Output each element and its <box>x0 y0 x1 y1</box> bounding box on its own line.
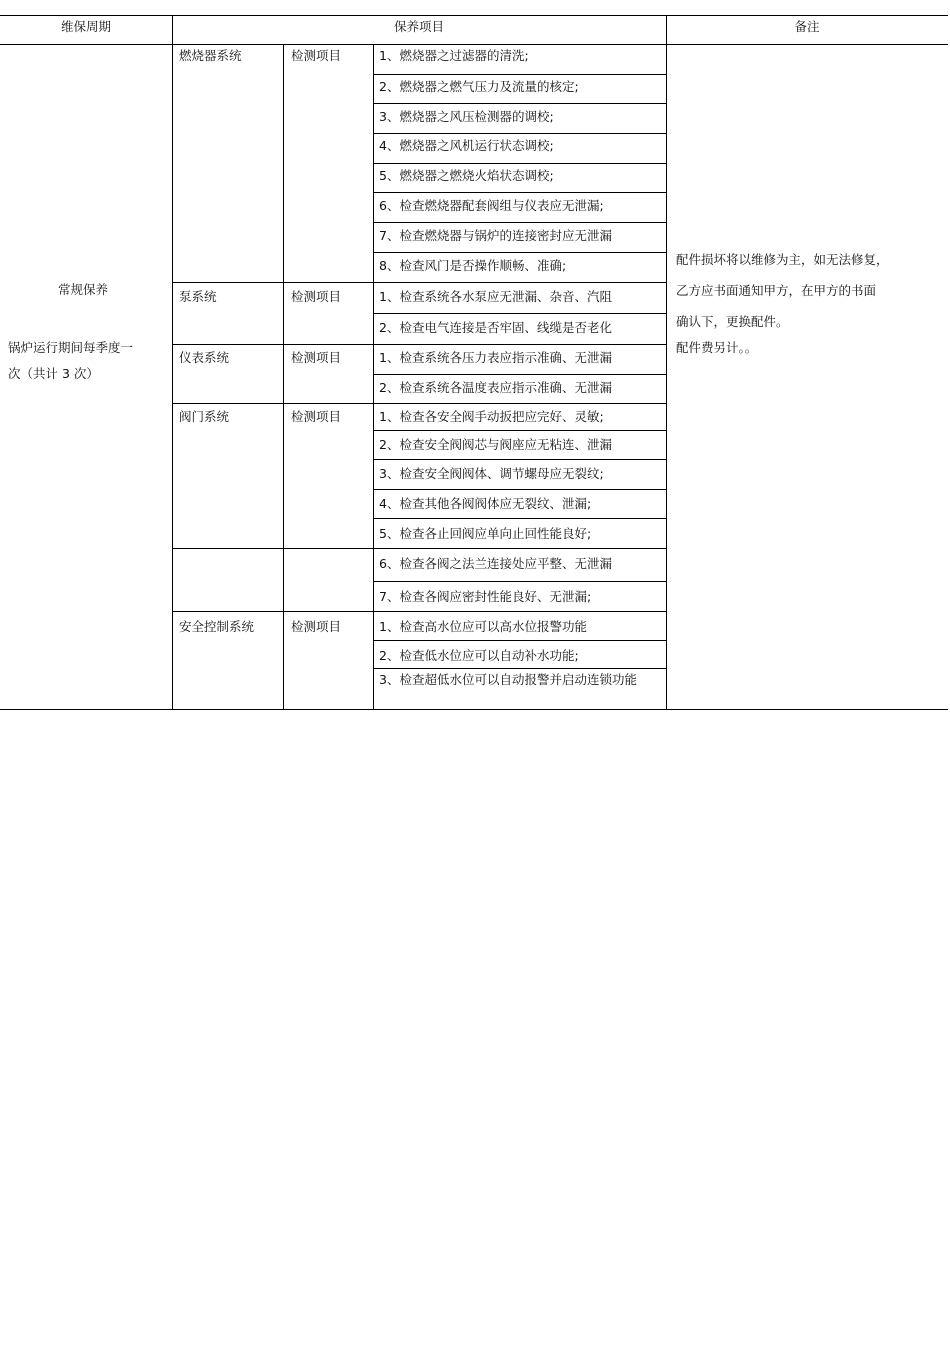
item-text: 5、检查各止回阀应单向止回性能良好; <box>379 526 592 541</box>
system-name-pump: 泵系统 <box>179 289 217 304</box>
remarks-line3: 确认下，更换配件。 <box>676 314 789 329</box>
item-text: 2、检查电气连接是否牢固、线缆是否老化 <box>379 320 612 335</box>
item-text: 2、检查系统各温度表应指示准确、无泄漏 <box>379 380 612 395</box>
period-frequency-line1: 锅炉运行期间每季度一 <box>8 340 134 355</box>
row-line <box>373 668 667 669</box>
row-line <box>373 222 667 223</box>
item-text: 2、检查安全阀阀芯与阀座应无粘连、泄漏 <box>379 437 612 452</box>
group-line <box>172 344 667 345</box>
item-text: 7、检查燃烧器与锅炉的连接密封应无泄漏 <box>379 228 612 243</box>
check-label-safety: 检测项目 <box>291 619 342 634</box>
item-text: 6、检查各阀之法兰连接处应平整、无泄漏 <box>379 556 612 571</box>
row-line <box>373 518 667 519</box>
check-label-burner: 检测项目 <box>291 48 342 63</box>
row-line <box>373 430 667 431</box>
system-name-safety: 安全控制系统 <box>179 619 255 634</box>
row-line <box>373 133 667 134</box>
item-text: 1、燃烧器之过滤器的清洗; <box>379 48 529 63</box>
check-label-instrument: 检测项目 <box>291 350 342 365</box>
check-label-valve: 检测项目 <box>291 409 342 424</box>
item-text: 3、检查超低水位可以自动报警并启动连锁功能 <box>379 672 637 687</box>
row-line <box>373 163 667 164</box>
item-text: 1、检查各安全阀手动扳把应完好、灵敏; <box>379 409 604 424</box>
row-line <box>373 313 667 314</box>
remarks-line2: 乙方应书面通知甲方，在甲方的书面 <box>676 283 877 298</box>
group-line <box>172 548 667 549</box>
item-text: 1、检查系统各压力表应指示准确、无泄漏 <box>379 350 612 365</box>
header-remarks: 备注 <box>794 19 820 34</box>
item-text: 4、检查其他各阀阀体应无裂纹、泄漏; <box>379 496 592 511</box>
col-divider-remarks <box>666 15 667 710</box>
system-name-valve: 阀门系统 <box>179 409 230 424</box>
table-bottom-border <box>0 709 948 710</box>
system-name-burner: 燃烧器系统 <box>179 48 242 63</box>
remarks-line4: 配件费另计。。 <box>676 340 758 355</box>
header-bottom-border <box>0 44 948 45</box>
item-text: 2、检查低水位应可以自动补水功能; <box>379 648 579 663</box>
remarks-line1: 配件损坏将以维修为主，如无法修复， <box>676 252 889 267</box>
item-text: 1、检查系统各水泵应无泄漏、杂音、汽阻 <box>379 289 612 304</box>
header-items: 保养项目 <box>393 19 444 34</box>
row-line <box>373 374 667 375</box>
period-frequency-line2: 次（共计 3 次） <box>8 366 99 381</box>
system-name-instrument: 仪表系统 <box>179 350 230 365</box>
item-text: 6、检查燃烧器配套阀组与仪表应无泄漏; <box>379 198 604 213</box>
item-text: 3、燃烧器之风压检测器的调校; <box>379 109 554 124</box>
row-line <box>373 74 667 75</box>
check-label-pump: 检测项目 <box>291 289 342 304</box>
table-top-border <box>0 15 948 16</box>
period-type: 常规保养 <box>57 282 108 297</box>
row-line <box>373 192 667 193</box>
group-line <box>172 282 667 283</box>
header-period: 维保周期 <box>60 19 111 34</box>
item-text: 2、燃烧器之燃气压力及流量的核定; <box>379 79 579 94</box>
row-line <box>373 103 667 104</box>
row-line <box>373 459 667 460</box>
row-line <box>373 489 667 490</box>
item-text: 4、燃烧器之风机运行状态调校; <box>379 138 554 153</box>
item-text: 8、检查风门是否操作顺畅、准确; <box>379 258 567 273</box>
row-line <box>373 252 667 253</box>
item-text: 7、检查各阀应密封性能良好、无泄漏; <box>379 589 592 604</box>
item-text: 1、检查高水位应可以高水位报警功能 <box>379 619 587 634</box>
row-line <box>373 581 667 582</box>
item-text: 5、燃烧器之燃烧火焰状态调校; <box>379 168 554 183</box>
item-text: 3、检查安全阀阀体、调节螺母应无裂纹; <box>379 466 604 481</box>
col-divider-period <box>172 15 173 710</box>
group-line <box>172 611 667 612</box>
group-line <box>172 403 667 404</box>
row-line <box>373 640 667 641</box>
